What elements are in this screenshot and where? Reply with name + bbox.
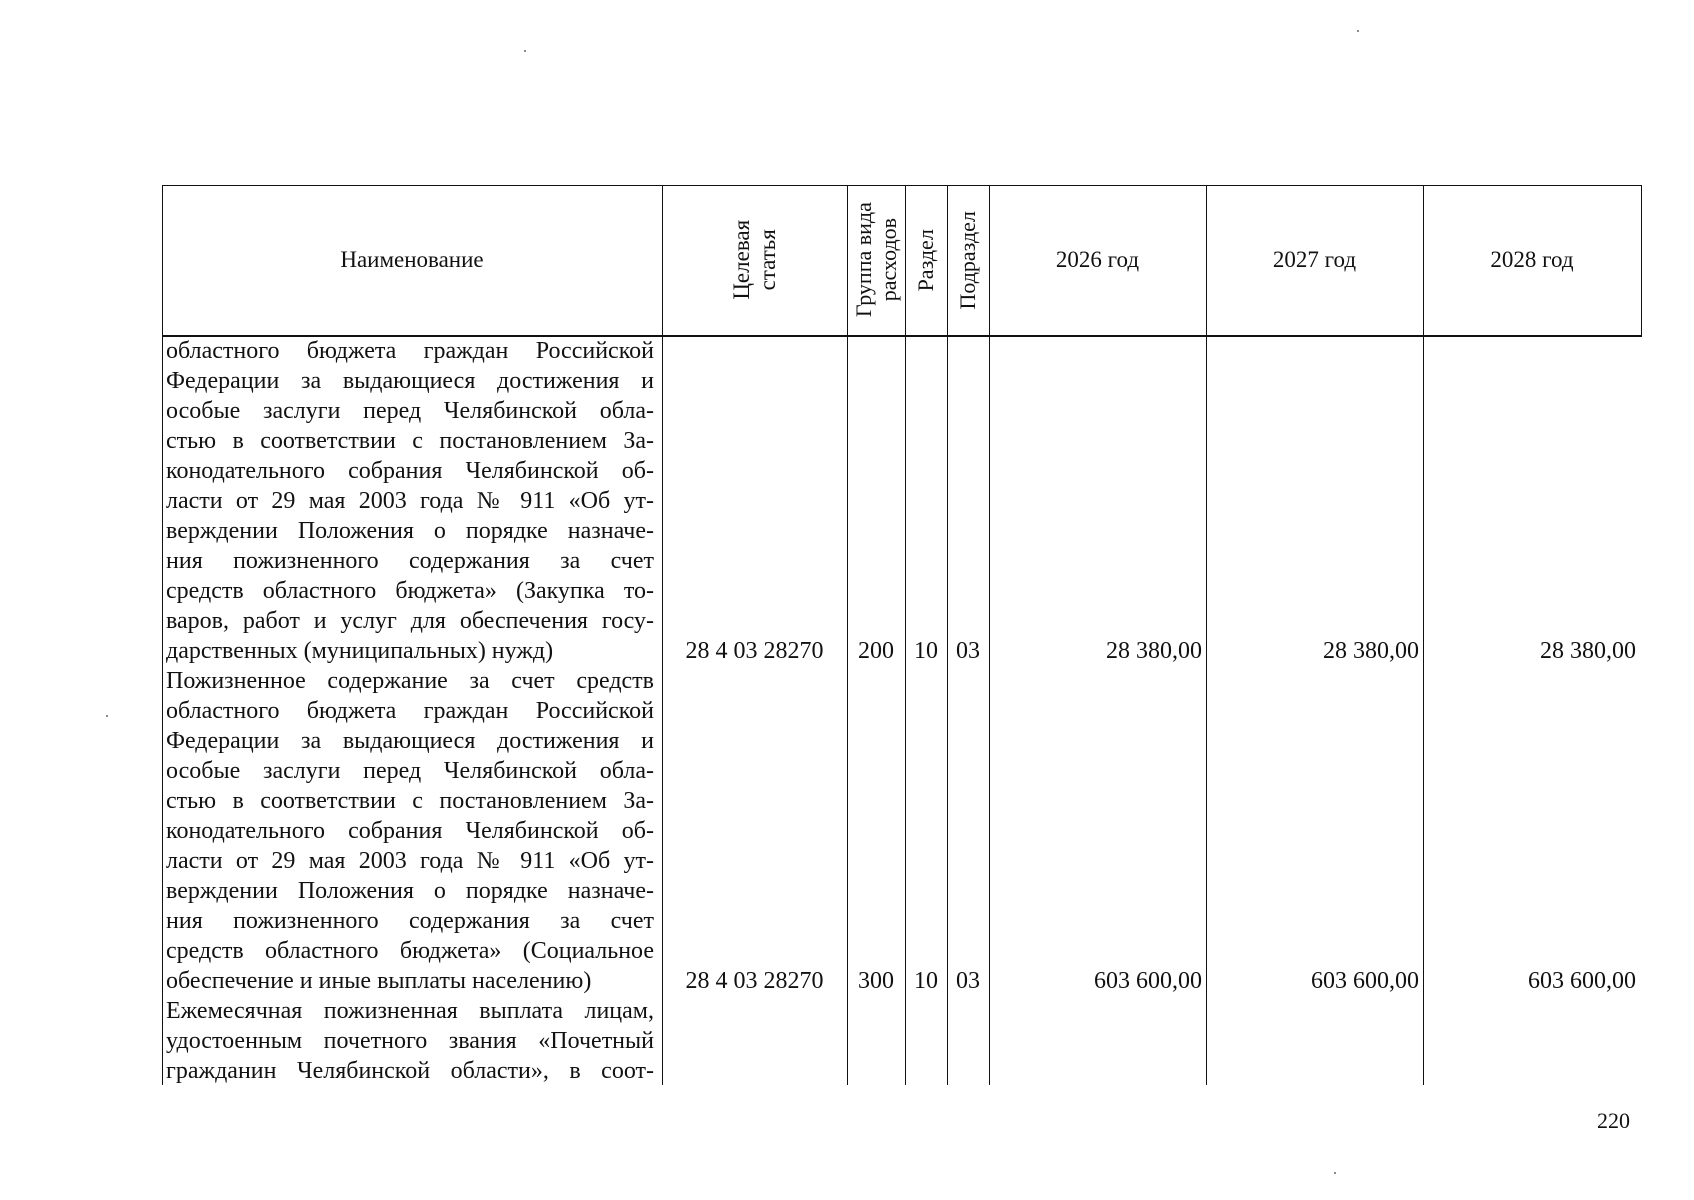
row2-2026: 603 600,00 xyxy=(1094,968,1202,994)
row1-section: 10 xyxy=(914,638,938,664)
scan-speck xyxy=(1357,30,1359,32)
text-line: варов, работ и услуг для обеспечения госу- xyxy=(166,608,654,634)
header-group-line1: Группа вида xyxy=(850,202,876,318)
header-name: Наименование xyxy=(340,247,484,273)
text-line: областного бюджета граждан Российской xyxy=(166,698,654,724)
text-line: удостоенным почетного звания «Почетный xyxy=(166,1028,654,1054)
text-line: стью в соответствии с постановлением За- xyxy=(166,428,654,454)
text-line: верждении Положения о порядке назначе- xyxy=(166,878,654,904)
text-line: средств областного бюджета» (Закупка то- xyxy=(166,578,654,604)
text-line: конодательного собрания Челябинской об- xyxy=(166,458,654,484)
text-line: стью в соответствии с постановлением За- xyxy=(166,788,654,814)
row2-section: 10 xyxy=(914,968,938,994)
header-2026: 2026 год xyxy=(1055,247,1140,273)
text-line: верждении Положения о порядке назначе- xyxy=(166,518,654,544)
text-line: ласти от 29 мая 2003 года № 911 «Об ут- xyxy=(166,848,654,874)
row1-2026: 28 380,00 xyxy=(1106,638,1202,664)
row1-group: 200 xyxy=(858,638,894,664)
text-line: средств областного бюджета» (Социальное xyxy=(166,938,654,964)
text-line: Федерации за выдающиеся достижения и xyxy=(166,728,654,754)
text-line: гражданин Челябинской области», в соот- xyxy=(166,1058,654,1084)
name-column-text xyxy=(166,336,654,1086)
text-line: областного бюджета граждан Российской xyxy=(166,338,654,364)
text-line: Пожизненное содержание за счет средств xyxy=(166,668,654,694)
text-line: конодательного собрания Челябинской об- xyxy=(166,818,654,844)
text-line: ния пожизненного содержания за счет xyxy=(166,908,654,934)
row2-2028: 603 600,00 xyxy=(1528,968,1636,994)
header-2028: 2028 год xyxy=(1490,247,1574,273)
text-line: Федерации за выдающиеся достижения и xyxy=(166,368,654,394)
row1-subsection: 03 xyxy=(956,638,980,664)
scan-speck xyxy=(1334,1172,1336,1174)
scan-speck xyxy=(106,715,108,717)
header-subsection: Подраздел xyxy=(954,210,980,310)
header-2027: 2027 год xyxy=(1272,247,1357,273)
header-target-line1: Целевая xyxy=(728,220,754,300)
row1-2027: 28 380,00 xyxy=(1323,638,1419,664)
text-line: дарственных (муниципальных) нужд) xyxy=(166,638,554,664)
budget-table xyxy=(162,185,1642,1085)
header-target-line2: статья xyxy=(754,229,780,291)
header-group-line2: расходов xyxy=(875,218,901,302)
text-line: ласти от 29 мая 2003 года № 911 «Об ут- xyxy=(166,488,654,514)
header-expense-group xyxy=(847,185,905,335)
text-line: особые заслуги перед Челябинской обла- xyxy=(166,398,654,424)
scan-speck xyxy=(524,50,526,52)
col-border xyxy=(1641,185,1642,335)
text-line: особые заслуги перед Челябинской обла- xyxy=(166,758,654,784)
page-number: 220 xyxy=(1597,1108,1630,1133)
text-line: обеспечение и иные выплаты населению) xyxy=(166,968,592,994)
row1-2028: 28 380,00 xyxy=(1540,638,1636,664)
row2-2027: 603 600,00 xyxy=(1311,968,1419,994)
text-line: Ежемесячная пожизненная выплата лицам, xyxy=(166,998,654,1024)
row2-subsection: 03 xyxy=(956,968,980,994)
row2-target: 28 4 03 28270 xyxy=(685,968,824,994)
row1-target: 28 4 03 28270 xyxy=(685,638,824,664)
header-target-article xyxy=(662,185,847,335)
row2-group: 300 xyxy=(858,968,894,994)
text-line: ния пожизненного содержания за счет xyxy=(166,548,654,574)
header-section: Раздел xyxy=(912,228,938,292)
